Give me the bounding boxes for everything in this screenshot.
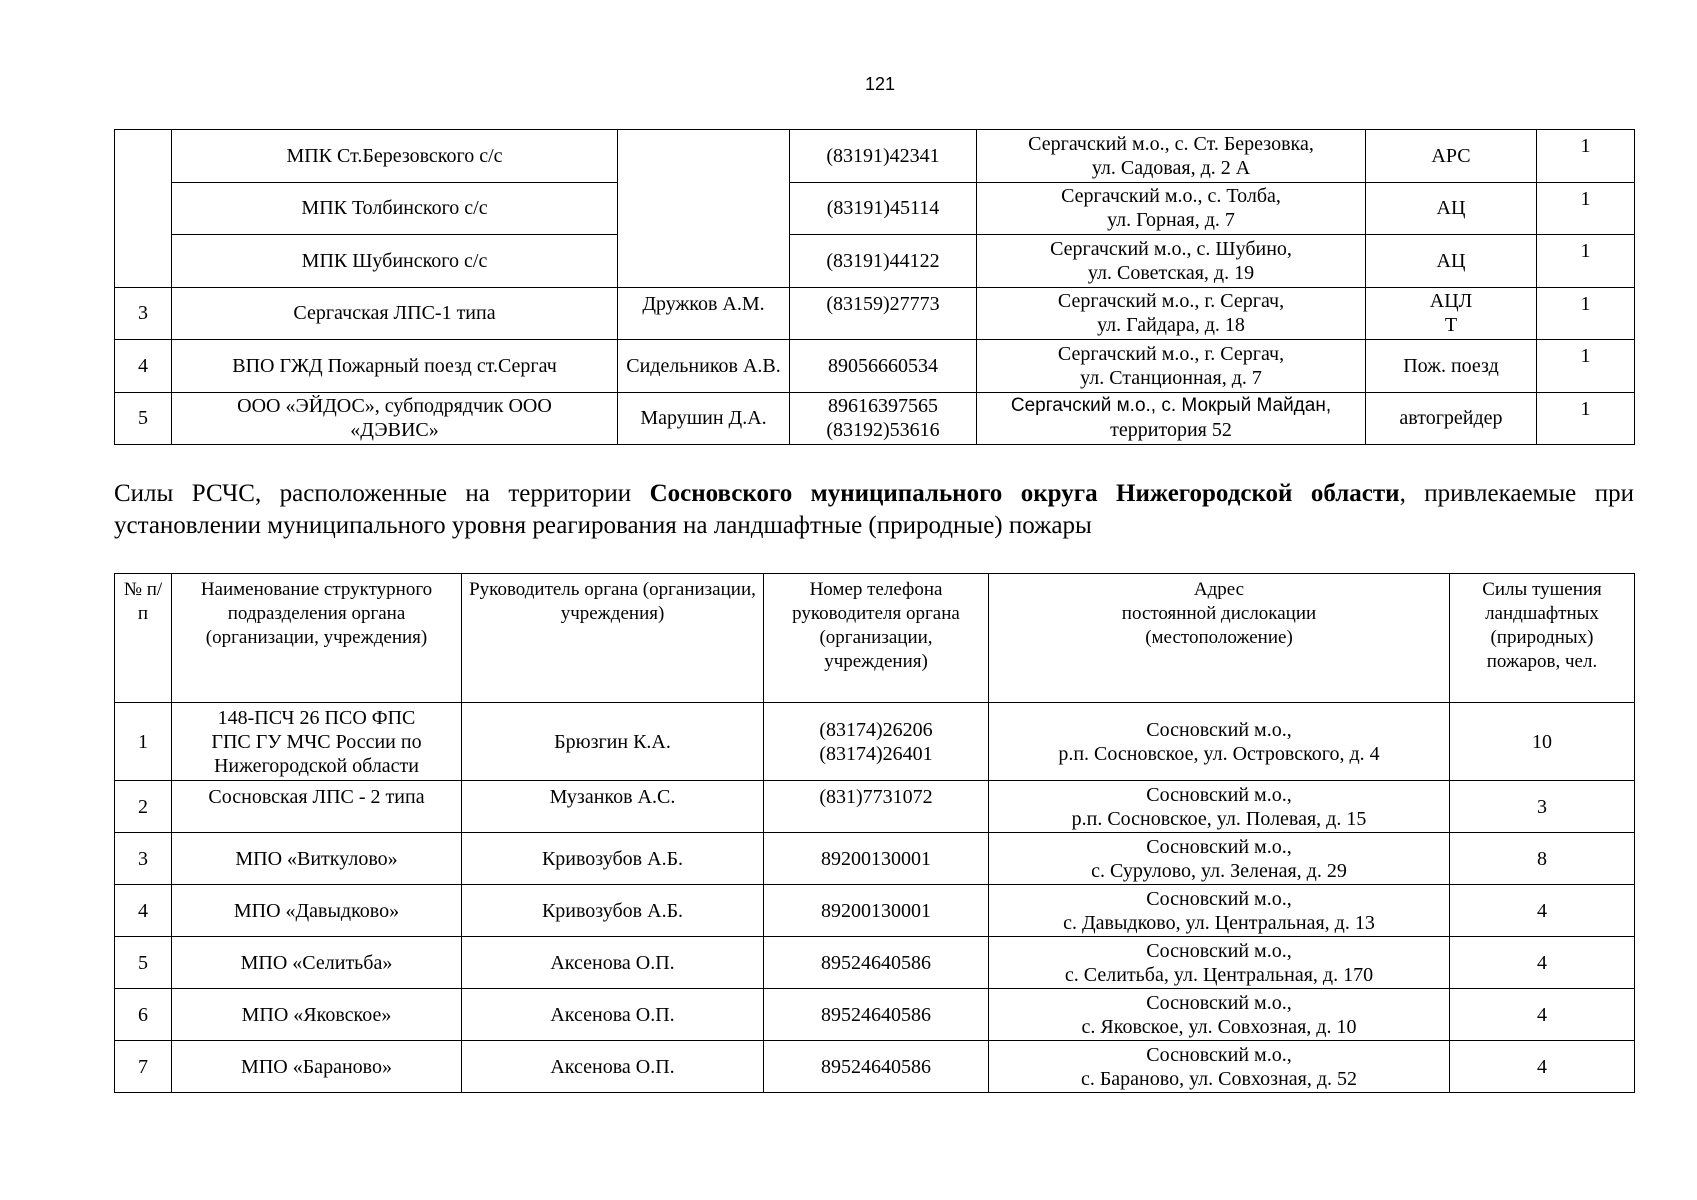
count-cell: 1 bbox=[1537, 235, 1635, 288]
section-heading bbox=[114, 478, 1634, 542]
head-cell: Кривозубов А.Б. bbox=[462, 885, 764, 937]
address-line: р.п. Сосновское, ул. Островского, д. 4 bbox=[1058, 742, 1380, 765]
phone-cell: (83159)27773 bbox=[790, 287, 977, 340]
address-cell bbox=[989, 781, 1450, 833]
unit-name-cell: ООО «ЭЙДОС», субподрядчик ООО «ДЭВИС» bbox=[172, 392, 618, 445]
header-address-line: Адрес bbox=[1193, 579, 1245, 600]
address-line: Сергачский м.о., с. Ст. Березовка, bbox=[1028, 132, 1314, 155]
address-cell bbox=[977, 392, 1366, 445]
phone-cell: (83191)42341 bbox=[790, 130, 977, 183]
row-number-cell: 4 bbox=[115, 340, 172, 393]
address-cell bbox=[977, 130, 1366, 183]
address-cell bbox=[977, 340, 1366, 393]
page-number: 121 bbox=[864, 74, 896, 94]
address-line: Сосновский м.о., bbox=[1146, 939, 1292, 962]
header-forces: Силы тушения ландшафтных (природных) пожаров, чел. bbox=[1450, 574, 1635, 703]
header-address-line: постоянной дислокации bbox=[1121, 603, 1317, 624]
table-row bbox=[115, 833, 1635, 885]
phone-cell: 89524640586 bbox=[764, 989, 989, 1041]
unit-name-cell: ВПО ГЖД Пожарный поезд ст.Сергач bbox=[172, 340, 618, 393]
sergach-forces-table bbox=[114, 129, 1635, 445]
unit-name-cell: МПО «Бараново» bbox=[172, 1041, 462, 1093]
phone-cell: 89200130001 bbox=[764, 885, 989, 937]
count-cell: 1 bbox=[1537, 182, 1635, 235]
address-line: с. Сурулово, ул. Зеленая, д. 29 bbox=[1091, 859, 1347, 882]
head-cell: Марушин Д.А. bbox=[618, 392, 790, 445]
count-cell: 8 bbox=[1450, 833, 1635, 885]
row-number-cell: 7 bbox=[115, 1041, 172, 1093]
phone-cell: (83191)44122 bbox=[790, 235, 977, 288]
head-cell: Дружков А.М. bbox=[618, 287, 790, 340]
forces-cell: автогрейдер bbox=[1366, 392, 1537, 445]
unit-name-cell: МПО «Яковское» bbox=[172, 989, 462, 1041]
address-line: ул. Горная, д. 7 bbox=[1107, 209, 1235, 232]
unit-name-cell: Сергачская ЛПС-1 типа bbox=[172, 287, 618, 340]
phone-cell: 89524640586 bbox=[764, 937, 989, 989]
header-address-line: (местоположение) bbox=[1145, 627, 1293, 648]
forces-cell: Пож. поезд bbox=[1366, 340, 1537, 393]
table-row bbox=[115, 287, 1635, 340]
address-cell bbox=[989, 703, 1450, 781]
head-cell: Музанков А.С. bbox=[462, 781, 764, 833]
address-line: Сосновский м.о., bbox=[1146, 718, 1292, 741]
header-phone: Номер телефона руководителя органа (организации, учреждения) bbox=[764, 574, 989, 703]
count-cell: 3 bbox=[1450, 781, 1635, 833]
address-cell bbox=[977, 182, 1366, 235]
address-cell bbox=[989, 989, 1450, 1041]
address-line: ул. Советская, д. 19 bbox=[1087, 261, 1255, 284]
address-cell bbox=[989, 885, 1450, 937]
address-line: р.п. Сосновское, ул. Полевая, д. 15 bbox=[1071, 807, 1367, 830]
phone-cell: (83191)45114 bbox=[790, 182, 977, 235]
heading-bold-text: Сосновского муниципального округа Нижегородской области bbox=[649, 480, 1400, 507]
phone-cell: 89524640586 bbox=[764, 1041, 989, 1093]
address-cell bbox=[977, 287, 1366, 340]
header-number: № п/п bbox=[115, 574, 172, 703]
phone-line: (83174)26401 bbox=[819, 742, 933, 765]
count-cell: 4 bbox=[1450, 1041, 1635, 1093]
row-number-cell: 4 bbox=[115, 885, 172, 937]
phone-cell bbox=[764, 703, 989, 781]
address-line: Сосновский м.о., bbox=[1146, 991, 1292, 1014]
row-number-cell: 2 bbox=[115, 781, 172, 833]
unit-name-cell: МПО «Давыдково» bbox=[172, 885, 462, 937]
unit-name-cell: МПК Шубинского с/с bbox=[172, 235, 618, 288]
row-number-cell: 1 bbox=[115, 703, 172, 781]
unit-name-cell: МПО «Виткулово» bbox=[172, 833, 462, 885]
table-row bbox=[115, 703, 1635, 781]
table-row bbox=[115, 235, 1635, 288]
count-cell: 1 bbox=[1537, 392, 1635, 445]
head-cell: Кривозубов А.Б. bbox=[462, 833, 764, 885]
address-cell bbox=[989, 937, 1450, 989]
address-line: Сергачский м.о., с. Мокрый Майдан, bbox=[1010, 395, 1332, 417]
count-cell: 1 bbox=[1537, 287, 1635, 340]
head-cell: Брюзгин К.А. bbox=[462, 703, 764, 781]
sosnovsky-forces-table bbox=[114, 573, 1635, 1093]
head-cell: Аксенова О.П. bbox=[462, 1041, 764, 1093]
address-line: Сосновский м.о., bbox=[1146, 1043, 1292, 1066]
address-line: Сосновский м.о., bbox=[1146, 887, 1292, 910]
head-cell: Аксенова О.П. bbox=[462, 937, 764, 989]
address-cell bbox=[989, 1041, 1450, 1093]
table-header-row bbox=[115, 574, 1635, 703]
unit-name-cell: Сосновская ЛПС - 2 типа bbox=[172, 781, 462, 833]
count-cell: 1 bbox=[1537, 130, 1635, 183]
phone-cell: 89056660534 bbox=[790, 340, 977, 393]
table-row bbox=[115, 182, 1635, 235]
address-line: с. Селитьба, ул. Центральная, д. 170 bbox=[1064, 963, 1374, 986]
heading-text: , привлекаемые при установлении муниципального уровня реагирования на ландшафтные (природные) пожары bbox=[114, 480, 1634, 539]
address-line: ул. Гайдара, д. 18 bbox=[1097, 314, 1245, 337]
table-row bbox=[115, 340, 1635, 393]
unit-name-cell: 148-ПСЧ 26 ПСО ФПС ГПС ГУ МЧС России по Нижегородской области bbox=[172, 703, 462, 781]
table-row bbox=[115, 989, 1635, 1041]
address-line: ул. Садовая, д. 2 А bbox=[1091, 156, 1251, 179]
table-row bbox=[115, 937, 1635, 989]
phone-cell: 89200130001 bbox=[764, 833, 989, 885]
table-row bbox=[115, 392, 1635, 445]
table-row bbox=[115, 781, 1635, 833]
heading-text: Силы РСЧС, расположенные на территории bbox=[114, 480, 650, 507]
phone-cell: (831)7731072 bbox=[764, 781, 989, 833]
address-line: ул. Станционная, д. 7 bbox=[1080, 366, 1262, 389]
phone-line: 89616397565 bbox=[828, 395, 938, 418]
row-number-cell: 5 bbox=[115, 937, 172, 989]
unit-name-cell: МПК Ст.Березовского с/с bbox=[172, 130, 618, 183]
row-number-cell: 3 bbox=[115, 287, 172, 340]
header-unit-name: Наименование структурного подразделения органа (организации, учреждения) bbox=[172, 574, 462, 703]
forces-cell: АЦ bbox=[1366, 235, 1537, 288]
forces-cell: АЦЛ Т bbox=[1366, 287, 1537, 340]
head-cell bbox=[618, 130, 790, 288]
address-line: с. Бараново, ул. Совхозная, д. 52 bbox=[1080, 1067, 1358, 1090]
table-row bbox=[115, 130, 1635, 183]
header-head: Руководитель органа (организации, учреждения) bbox=[462, 574, 764, 703]
header-address bbox=[989, 574, 1450, 703]
address-line: Сергачский м.о., с. Толба, bbox=[1061, 185, 1281, 208]
address-cell bbox=[989, 833, 1450, 885]
count-cell: 4 bbox=[1450, 937, 1635, 989]
phone-line: (83174)26206 bbox=[819, 718, 933, 741]
head-cell: Аксенова О.П. bbox=[462, 989, 764, 1041]
row-number-cell: 6 bbox=[115, 989, 172, 1041]
head-cell: Сидельников А.В. bbox=[618, 340, 790, 393]
count-cell: 4 bbox=[1450, 885, 1635, 937]
forces-cell: АРС bbox=[1366, 130, 1537, 183]
count-cell: 4 bbox=[1450, 989, 1635, 1041]
address-line: с. Давыдково, ул. Центральная, д. 13 bbox=[1063, 911, 1375, 934]
count-cell: 1 bbox=[1537, 340, 1635, 393]
phone-cell bbox=[790, 392, 977, 445]
address-line: Сергачский м.о., с. Шубино, bbox=[1050, 237, 1292, 260]
row-number-cell: 3 bbox=[115, 833, 172, 885]
address-cell bbox=[977, 235, 1366, 288]
address-line: с. Яковское, ул. Совхозная, д. 10 bbox=[1081, 1015, 1357, 1038]
address-line: Сосновский м.о., bbox=[1146, 783, 1292, 806]
table-row bbox=[115, 1041, 1635, 1093]
forces-cell: АЦ bbox=[1366, 182, 1537, 235]
row-number-cell bbox=[115, 130, 172, 288]
count-cell: 10 bbox=[1450, 703, 1635, 781]
unit-name-cell: МПК Толбинского с/с bbox=[172, 182, 618, 235]
row-number-cell: 5 bbox=[115, 392, 172, 445]
address-line: Сергачский м.о., г. Сергач, bbox=[1057, 342, 1285, 365]
phone-line: (83192)53616 bbox=[826, 419, 940, 442]
address-line: Сосновский м.о., bbox=[1146, 835, 1292, 858]
table-row bbox=[115, 885, 1635, 937]
unit-name-cell: МПО «Селитьба» bbox=[172, 937, 462, 989]
address-line: территория 52 bbox=[1110, 419, 1232, 442]
address-line: Сергачский м.о., г. Сергач, bbox=[1057, 290, 1285, 313]
